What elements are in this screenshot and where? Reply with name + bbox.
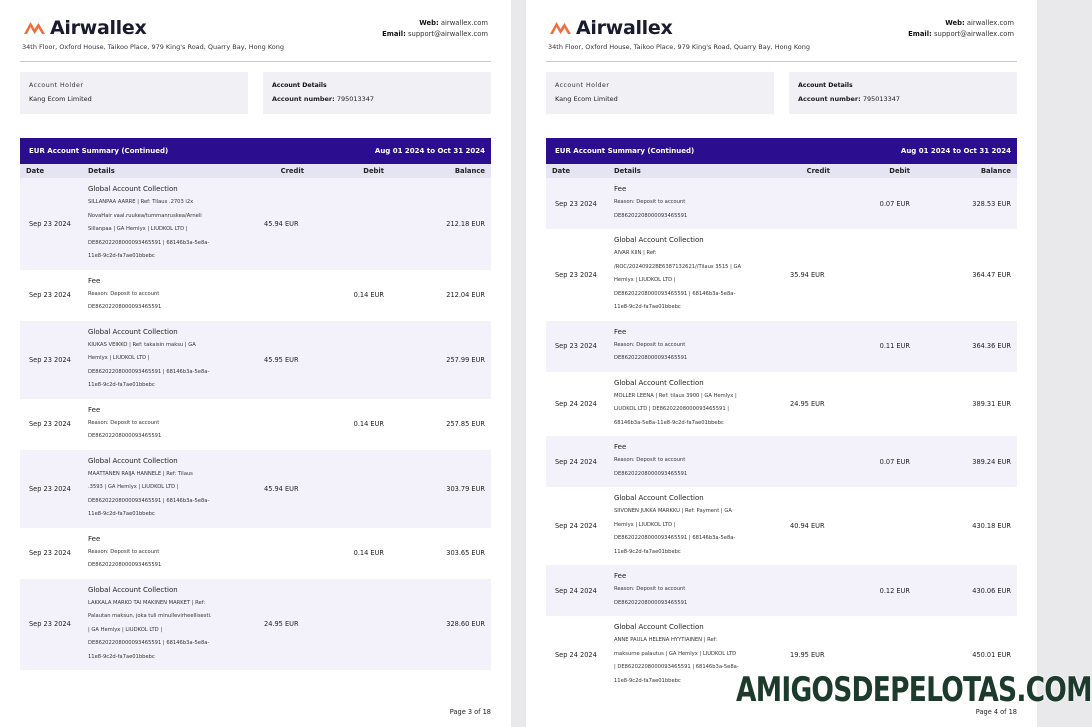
- transaction-detail-line: 11e8-9c2d-fa7ae01bbebc: [88, 253, 155, 259]
- transaction-detail-line: LIUDKOL LTD | DE86202208000093465591 |: [614, 406, 730, 412]
- transaction-type: Global Account Collection: [614, 236, 704, 244]
- cell-details: [608, 321, 776, 372]
- transaction-detail-line: DE86202208000093465591: [614, 599, 688, 606]
- web-label: Web:: [945, 19, 965, 27]
- account-holder-box: [20, 72, 248, 114]
- transaction-type: Global Account Collection: [88, 185, 178, 193]
- transaction-detail-line: 68146b3a-5e8a-11e8-9c2d-fa7ae01bbebc: [614, 419, 724, 426]
- table-row: [546, 321, 1017, 372]
- table-row: [20, 579, 491, 671]
- cell-balance: 328.60 EUR: [446, 620, 485, 629]
- transaction-detail-line: Reason: Deposit to account: [88, 419, 160, 426]
- transaction-detail-line: 11e8-9c2d-fa7ae01bbebc: [88, 653, 155, 660]
- brand-name: Airwallex: [576, 17, 673, 39]
- cell-date: Sep 23 2024: [29, 420, 71, 428]
- cell-date: Sep 24 2024: [555, 651, 597, 659]
- account-details-label: Account Details: [798, 82, 853, 89]
- cell-balance: 364.47 EUR: [972, 270, 1011, 279]
- column-header-credit: Credit: [280, 167, 304, 175]
- transaction-detail-line: Hemlyx | LIUDKOL LTD |: [88, 355, 150, 361]
- column-header-credit: Credit: [806, 167, 830, 175]
- web-label: Web:: [419, 19, 439, 27]
- cell-balance: 257.85 EUR: [446, 420, 485, 428]
- account-details-box: [789, 72, 1017, 114]
- table-header: [20, 164, 491, 178]
- account-number: [272, 95, 482, 103]
- table-row: [20, 270, 491, 321]
- table-row: [20, 321, 491, 399]
- statement-page-3: [0, 0, 511, 727]
- cell-date: Sep 24 2024: [555, 399, 597, 408]
- contact-info: [908, 18, 1014, 40]
- cell-credit: 45.94 EUR: [264, 484, 299, 493]
- transaction-type: Global Account Collection: [614, 623, 704, 631]
- transaction-detail-line: Reason: Deposit to account: [614, 457, 686, 463]
- table-row: [20, 178, 491, 270]
- account-holder-value: Kang Ecom Limited: [29, 95, 92, 103]
- summary-title: EUR Account Summary (Continued): [29, 147, 169, 155]
- cell-date: Sep 24 2024: [555, 586, 597, 595]
- cell-date: Sep 23 2024: [29, 219, 71, 228]
- cell-balance: 303.79 EUR: [446, 484, 485, 493]
- transaction-detail-line: DE86202208000093465591 | 68146b3a-5e8a-: [88, 239, 210, 246]
- cell-date: Sep 23 2024: [555, 342, 597, 350]
- cell-credit: 45.94 EUR: [264, 219, 299, 228]
- page-number: Page 4 of 18: [975, 708, 1017, 716]
- transaction-detail-line: DE86202208000093465591 | 68146b3a-5e8a-: [614, 535, 736, 541]
- account-number-value: 795013347: [862, 95, 901, 103]
- cell-debit: 0.14 EUR: [353, 291, 384, 299]
- transaction-detail-line: 11e8-9c2d-fa7ae01bbebc: [88, 382, 155, 388]
- web-value[interactable]: airwallex.com: [966, 19, 1014, 27]
- account-details-label: Account Details: [272, 82, 327, 89]
- transaction-detail-line: Reason: Deposit to account: [614, 341, 686, 348]
- transaction-detail-line: KIUKAS VEIKKO | Ref: takaisin maksu | GA: [88, 341, 196, 348]
- column-header-balance: Balance: [454, 167, 485, 175]
- cell-details: [82, 399, 250, 450]
- transaction-type: Global Account Collection: [614, 494, 704, 502]
- cell-date: Sep 23 2024: [555, 199, 597, 208]
- transaction-detail-line: DE86202208000093465591: [614, 212, 688, 219]
- table-row: [20, 528, 491, 579]
- transaction-type: Global Account Collection: [88, 585, 178, 594]
- cell-details: [82, 321, 250, 399]
- account-holder-box: [546, 72, 774, 114]
- summary-banner: [20, 138, 491, 164]
- account-holder-label: Account Holder: [555, 82, 610, 89]
- transaction-detail-line: MAATTANEN RAIJA HANNELE | Ref: Tilaus: [88, 470, 193, 477]
- cell-balance: 328.53 EUR: [972, 199, 1011, 208]
- transaction-detail-line: .3593 | GA Hemlyx | LIUDKOL LTD |: [88, 484, 179, 490]
- transaction-detail-line: 11e8-9c2d-fa7ae01bbebc: [614, 304, 681, 310]
- transaction-detail-line: DE86202208000093465591 | 68146b3a-5e8a-: [88, 640, 210, 646]
- cell-date: Sep 23 2024: [29, 620, 71, 629]
- transaction-detail-line: DE86202208000093465591 | 68146b3a-5e8a-: [614, 290, 736, 297]
- transaction-detail-line: Reason: Deposit to account: [88, 548, 160, 555]
- table-row: [546, 565, 1017, 616]
- transaction-detail-line: | GA Hemlyx | LIUDKOL LTD |: [88, 626, 163, 633]
- transactions-table: [20, 178, 491, 670]
- cell-debit: 0.12 EUR: [879, 586, 910, 595]
- transaction-detail-line: Reason: Deposit to account: [88, 290, 160, 297]
- email-label: Email:: [382, 30, 406, 38]
- column-header-balance: Balance: [980, 167, 1011, 175]
- transaction-detail-line: /ROC/20240922BE6387132621//Tilaus 3515 | GA: [614, 263, 742, 270]
- summary-banner: [546, 138, 1017, 164]
- cell-details: [82, 270, 250, 321]
- table-row: [546, 178, 1017, 229]
- web-value[interactable]: airwallex.com: [440, 19, 488, 27]
- cell-credit: 45.95 EUR: [264, 355, 299, 364]
- cell-details: [608, 565, 776, 616]
- account-info: [20, 72, 491, 114]
- transaction-detail-line: NovaHair vaal.ruukea/tummanruskea/Arneli: [88, 212, 202, 219]
- transaction-type: Global Account Collection: [88, 456, 178, 465]
- company-address: 34th Floor, Oxford House, Taikoo Place, 979 King's Road, Quarry Bay, Hong Kong: [22, 43, 285, 51]
- contact-info: [382, 18, 488, 40]
- cell-details: [82, 528, 250, 579]
- cell-balance: 257.99 EUR: [446, 355, 485, 364]
- account-holder-label: Account Holder: [29, 82, 84, 89]
- transaction-detail-line: Sillanpaa | GA Hemlyx | LIUDKOL LTD |: [88, 226, 188, 232]
- cell-balance: 303.65 EUR: [446, 549, 485, 557]
- cell-details: [608, 487, 776, 565]
- cell-date: Sep 23 2024: [29, 291, 71, 299]
- transaction-detail-line: DE86202208000093465591 | 68146b3a-5e8a-: [88, 368, 210, 375]
- cell-balance: 364.36 EUR: [972, 342, 1011, 350]
- table-row: [20, 399, 491, 450]
- airwallex-logo: [22, 16, 146, 40]
- account-number: [798, 95, 1008, 103]
- cell-balance: 389.24 EUR: [972, 457, 1011, 466]
- cell-debit: 0.07 EUR: [879, 457, 910, 466]
- cell-debit: 0.14 EUR: [353, 549, 384, 557]
- cell-details: [82, 450, 250, 528]
- brand-name: Airwallex: [50, 17, 147, 39]
- cell-balance: 430.18 EUR: [972, 522, 1011, 530]
- column-header-date: Date: [552, 167, 571, 175]
- cell-details: [608, 436, 776, 487]
- cell-credit: 40.94 EUR: [790, 522, 825, 530]
- transaction-type: Fee: [614, 443, 627, 451]
- account-number-label: Account number:: [272, 95, 335, 103]
- transaction-detail-line: MOLLER LEENA | Ref: tilaus 3900 | GA Hemlyx |: [614, 392, 737, 399]
- email-value[interactable]: support@airwallex.com: [933, 30, 1014, 38]
- transaction-detail-line: AIVAR KIIN | Ref:: [614, 250, 657, 256]
- cell-details: [82, 579, 250, 671]
- transaction-type: Fee: [88, 534, 101, 543]
- table-row: [546, 487, 1017, 565]
- email-value[interactable]: support@airwallex.com: [407, 30, 488, 38]
- letterhead: [20, 14, 491, 62]
- account-info: [546, 72, 1017, 114]
- transaction-detail-line: Palautan maksun, joka tuli minullevirheellisesti.: [88, 613, 212, 619]
- cell-credit: 19.95 EUR: [790, 651, 825, 659]
- cell-details: [608, 229, 776, 321]
- cell-debit: 0.07 EUR: [879, 199, 910, 208]
- transaction-detail-line: 11e8-9c2d-fa7ae01bbebc: [614, 548, 681, 555]
- cell-balance: 450.01 EUR: [972, 651, 1011, 659]
- cell-debit: 0.11 EUR: [879, 342, 910, 350]
- cell-date: Sep 24 2024: [555, 522, 597, 530]
- table-row: [546, 436, 1017, 487]
- transaction-detail-line: | DE86202208000093465591 | 68146b3a-5e8a-: [614, 664, 739, 670]
- transaction-detail-line: LAKKALA MARKO TAI MAKINEN MARKET | Ref:: [88, 599, 206, 606]
- transaction-detail-line: DE86202208000093465591: [88, 562, 162, 568]
- cell-details: [82, 178, 250, 270]
- transaction-detail-line: Reason: Deposit to account: [614, 199, 686, 205]
- column-header-details: Details: [88, 167, 115, 175]
- table-header: [546, 164, 1017, 178]
- transaction-type: Fee: [614, 327, 627, 336]
- page-number: Page 3 of 18: [449, 708, 491, 716]
- summary-period: Aug 01 2024 to Oct 31 2024: [374, 147, 485, 155]
- column-header-debit: Debit: [363, 167, 384, 175]
- cell-date: Sep 23 2024: [555, 270, 597, 279]
- column-header-debit: Debit: [889, 167, 910, 175]
- cell-balance: 212.04 EUR: [446, 291, 485, 299]
- letterhead: [546, 14, 1017, 62]
- transaction-detail-line: DE86202208000093465591: [614, 355, 688, 361]
- transaction-detail-line: DE86202208000093465591: [614, 470, 688, 477]
- transaction-detail-line: 11e8-9c2d-fa7ae01bbebc: [614, 677, 681, 684]
- cell-credit: 24.95 EUR: [264, 620, 299, 629]
- account-details-box: [263, 72, 491, 114]
- email-label: Email:: [908, 30, 932, 38]
- cell-balance: 389.31 EUR: [972, 399, 1011, 408]
- transaction-detail-line: DE86202208000093465591: [88, 304, 162, 310]
- statement-page-4: [526, 0, 1092, 727]
- table-row: [20, 450, 491, 528]
- cell-date: Sep 23 2024: [29, 549, 71, 557]
- airwallex-logo: [548, 16, 672, 40]
- company-address: 34th Floor, Oxford House, Taikoo Place, 979 King's Road, Quarry Bay, Hong Kong: [548, 43, 811, 51]
- airwallex-logo-icon: [22, 19, 47, 37]
- transaction-detail-line: Reason: Deposit to account: [614, 586, 686, 592]
- cell-date: Sep 24 2024: [555, 457, 597, 466]
- summary-title: EUR Account Summary (Continued): [555, 147, 695, 155]
- transaction-detail-line: ANNE PAULA HELENA HYYTIAINEN | Ref:: [614, 637, 718, 643]
- transaction-detail-line: 11e8-9c2d-fa7ae01bbebc: [88, 511, 155, 517]
- account-number-label: Account number:: [798, 95, 861, 103]
- transactions-table: [546, 178, 1017, 694]
- cell-credit: 35.94 EUR: [790, 270, 825, 279]
- account-number-value: 795013347: [336, 95, 375, 103]
- cell-date: Sep 23 2024: [29, 355, 71, 364]
- table-row: [546, 229, 1017, 321]
- summary-period: Aug 01 2024 to Oct 31 2024: [900, 147, 1011, 155]
- transaction-type: Fee: [88, 276, 101, 285]
- cell-credit: 24.95 EUR: [790, 399, 825, 408]
- watermark-text: AMIGOSDEPELOTAS.COM: [736, 670, 1092, 710]
- transaction-type: Global Account Collection: [88, 327, 178, 336]
- transaction-type: Fee: [88, 405, 101, 414]
- transaction-detail-line: Hemlyx | LIUDKOL LTD |: [614, 521, 676, 528]
- transaction-type: Fee: [614, 185, 627, 193]
- column-header-details: Details: [614, 167, 641, 175]
- transaction-detail-line: SIIVONEN JUKKA MARKKU | Ref: Payment | GA: [614, 508, 732, 514]
- airwallex-logo-icon: [548, 19, 573, 37]
- table-row: [546, 372, 1017, 437]
- cell-details: [608, 178, 776, 229]
- cell-balance: 430.06 EUR: [972, 586, 1011, 595]
- transaction-detail-line: DE86202208000093465591: [88, 433, 162, 439]
- cell-debit: 0.14 EUR: [353, 420, 384, 428]
- account-holder-value: Kang Ecom Limited: [555, 95, 618, 103]
- transaction-detail-line: Hemlyx | LIUDKOL LTD |: [614, 277, 676, 283]
- cell-details: [608, 372, 776, 437]
- column-header-date: Date: [26, 167, 45, 175]
- transaction-detail-line: DE86202208000093465591 | 68146b3a-5e8a-: [88, 497, 210, 504]
- transaction-detail-line: SILLANPAA AARRE | Ref: Tilaus .2703 i2x: [88, 199, 194, 205]
- cell-balance: 212.18 EUR: [446, 219, 485, 228]
- transaction-type: Global Account Collection: [614, 378, 704, 387]
- transaction-type: Fee: [614, 572, 627, 580]
- cell-date: Sep 23 2024: [29, 484, 71, 493]
- transaction-detail-line: maksurne palautus | GA Hemlyx | LIUDKOL LTD: [614, 650, 737, 657]
